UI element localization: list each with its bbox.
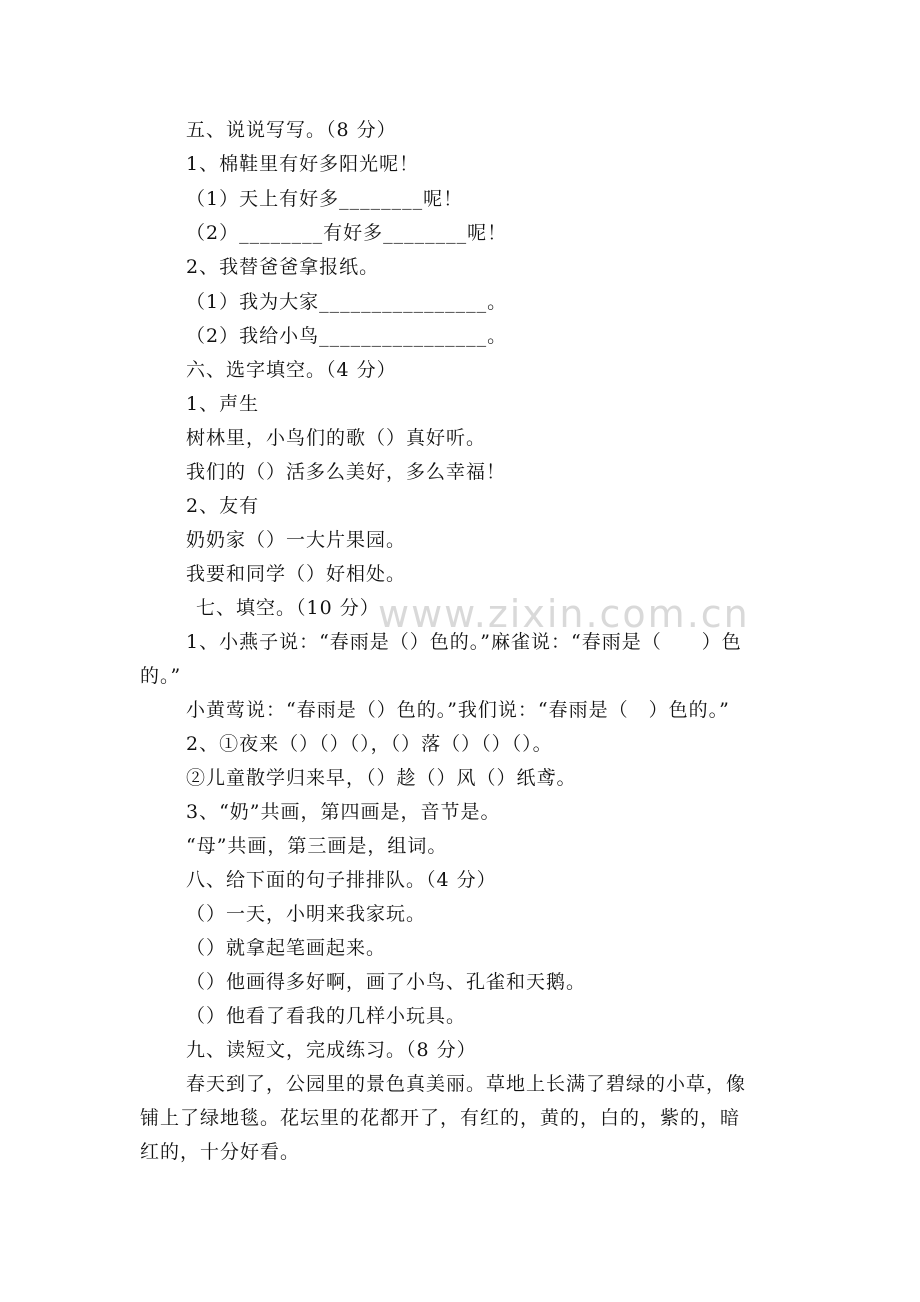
question-5-1-2: （2）________有好多________呢！ bbox=[186, 222, 508, 244]
section-8-heading: 八、给下面的句子排排队。（4 分） bbox=[186, 869, 497, 891]
question-5-2: 2、我替爸爸拿报纸。 bbox=[186, 256, 380, 278]
question-6-2-b: 我要和同学（）好相处。 bbox=[186, 563, 407, 585]
question-7-2-b: ②儿童散学归来早，（）趁（）风（）纸鸢。 bbox=[186, 767, 577, 789]
question-6-1-b: 我们的（）活多么美好，多么幸福！ bbox=[186, 461, 507, 483]
question-6-2-a: 奶奶家（）一大片果园。 bbox=[186, 529, 407, 551]
question-6-1: 1、声生 bbox=[186, 393, 260, 415]
passage-line-2: 铺上了绿地毯。花坛里的花都开了，有红的，黄的，白的，紫的，暗 bbox=[140, 1107, 741, 1129]
section-9-heading: 九、读短文，完成练习。（8 分） bbox=[186, 1039, 477, 1061]
question-7-3-a: 3、“奶”共画，第四画是，音节是。 bbox=[186, 801, 501, 823]
question-6-2: 2、友有 bbox=[186, 495, 260, 517]
question-5-1: 1、棉鞋里有好多阳光呢！ bbox=[186, 153, 420, 175]
question-7-3-b: “母”共画，第三画是，组词。 bbox=[186, 835, 448, 857]
passage-line-3: 红的，十分好看。 bbox=[140, 1141, 301, 1163]
question-5-1-1: （1）天上有好多________呢！ bbox=[186, 188, 464, 210]
question-8-item-4: （）他看了看我的几样小玩具。 bbox=[186, 1005, 467, 1027]
question-7-2-a: 2、①夜来（）（）（），（）落（）（）（）。 bbox=[186, 733, 553, 755]
question-8-item-3: （）他画得多好啊，画了小鸟、孔雀和天鹅。 bbox=[186, 971, 587, 993]
question-6-1-a: 树林里，小鸟们的歌（）真好听。 bbox=[186, 427, 487, 449]
question-7-1-line2: 的。” bbox=[140, 665, 182, 687]
watermark: www.zixin.com.cn bbox=[378, 592, 750, 636]
section-6-heading: 六、选字填空。（4 分） bbox=[186, 359, 397, 381]
question-5-2-1: （1）我为大家________________。 bbox=[186, 291, 508, 313]
question-5-2-2: （2）我给小鸟________________。 bbox=[186, 325, 508, 347]
section-7-heading: 七、填空。（10 分） bbox=[196, 597, 380, 619]
question-7-1-line1: 1、小燕子说：“春雨是（）色的。”麻雀说：“春雨是（ ）色 bbox=[186, 631, 742, 653]
question-8-item-1: （）一天，小明来我家玩。 bbox=[186, 903, 427, 925]
section-5-heading: 五、说说写写。（8 分） bbox=[186, 119, 397, 141]
question-8-item-2: （）就拿起笔画起来。 bbox=[186, 937, 387, 959]
passage-line-1: 春天到了，公园里的景色真美丽。草地上长满了碧绿的小草，像 bbox=[186, 1073, 747, 1095]
question-7-1-line3: 小黄莺说：“春雨是（）色的。”我们说：“春雨是（ ）色的。” bbox=[186, 699, 730, 721]
